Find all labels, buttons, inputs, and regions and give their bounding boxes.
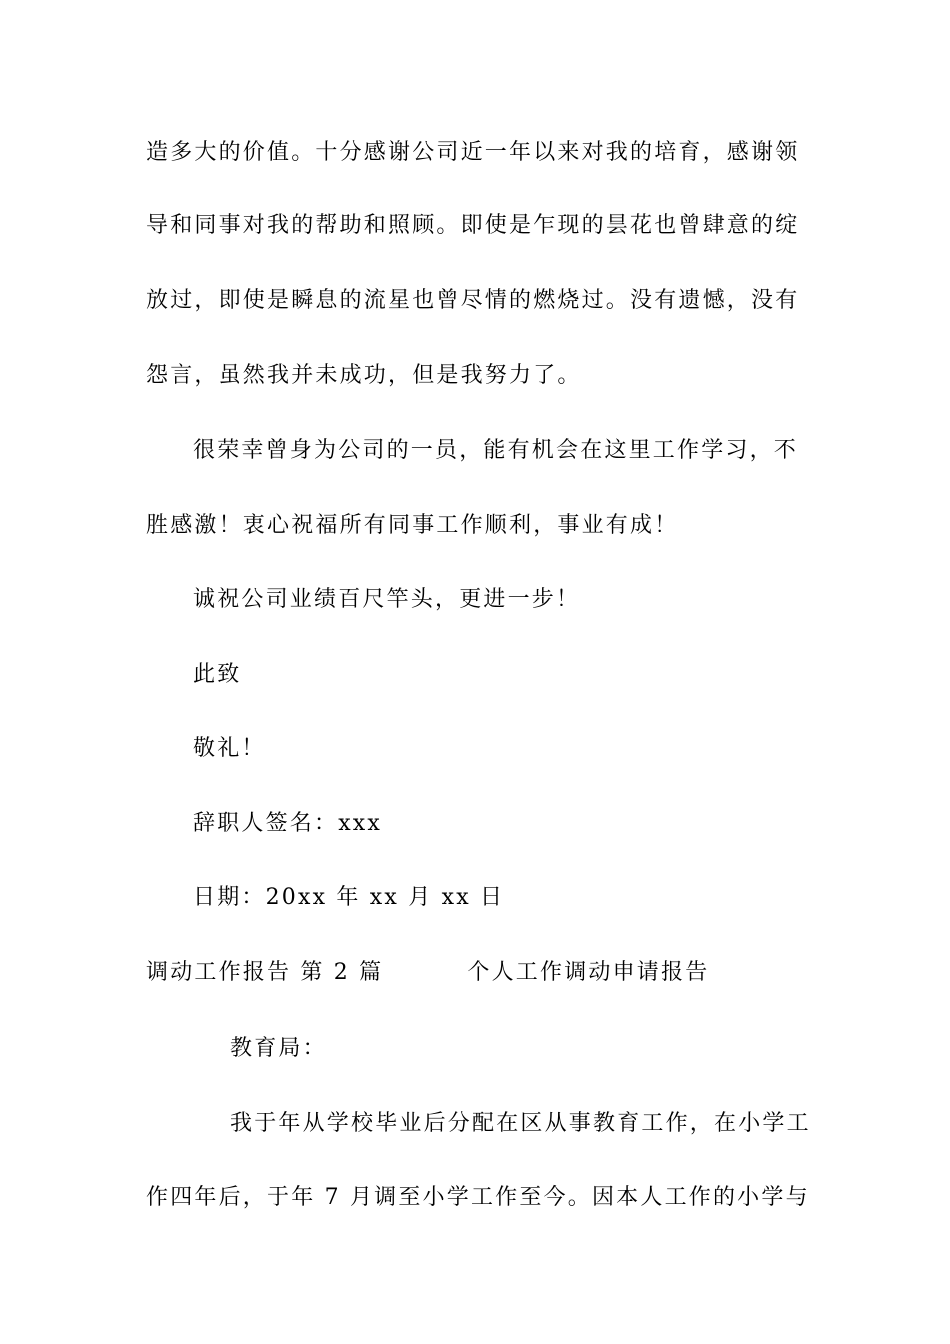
addressee: 教育局： bbox=[230, 1036, 327, 1061]
signature-line: 辞职人签名：xxx bbox=[193, 811, 383, 836]
paragraph-line: 导和同事对我的帮助和照顾。即使是乍现的昙花也曾肆意的绽 bbox=[146, 213, 800, 238]
body-line: 作四年后，于年 7 月调至小学工作至今。因本人工作的小学与 bbox=[146, 1185, 810, 1210]
paragraph-line: 很荣幸曾身为公司的一员，能有机会在这里工作学习，不 bbox=[193, 438, 799, 463]
date-line: 日期：20xx 年 xx 月 xx 日 bbox=[193, 885, 505, 910]
paragraph-line: 胜感激！衷心祝福所有同事工作顺利，事业有成！ bbox=[146, 513, 679, 538]
paragraph-line: 怨言，虽然我并未成功，但是我努力了。 bbox=[146, 363, 582, 388]
section-heading-left: 调动工作报告 第 2 篇 bbox=[146, 960, 384, 985]
section-heading bbox=[146, 958, 806, 988]
closing-respect: 敬礼！ bbox=[193, 736, 266, 761]
paragraph-line: 放过，即使是瞬息的流星也曾尽情的燃烧过。没有遗憾，没有 bbox=[146, 288, 800, 313]
closing-wish: 诚祝公司业绩百尺竿头，更进一步！ bbox=[193, 587, 581, 612]
closing-salutation: 此致 bbox=[193, 662, 242, 687]
body-line: 我于年从学校毕业后分配在区从事教育工作，在小学工 bbox=[230, 1111, 811, 1136]
paragraph-line: 造多大的价值。十分感谢公司近一年以来对我的培育，感谢领 bbox=[146, 140, 800, 165]
section-heading-right: 个人工作调动申请报告 bbox=[467, 960, 710, 985]
